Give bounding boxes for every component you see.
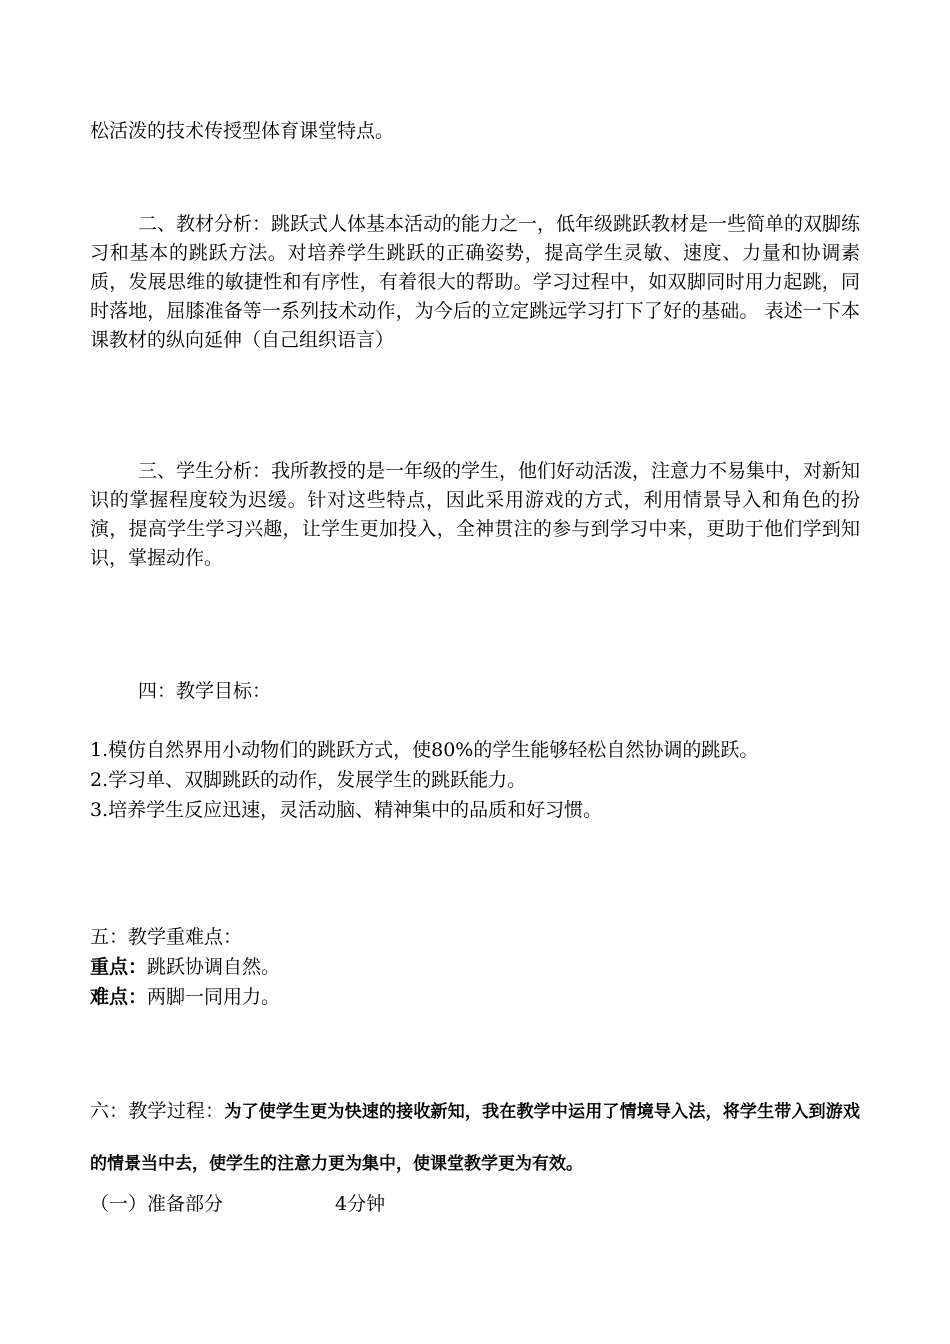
- teaching-process-text: 为了使学生更为快速的接收新知，我在教学中运用了情境导入法，将学生带入到游戏的情景当中去，使学生的注意力更为集中，使课堂教学更为有效。: [90, 1102, 860, 1174]
- section-teaching-goals-heading: 四：教学目标：: [138, 680, 272, 702]
- difficulty-label: 难点：: [90, 986, 148, 1008]
- teaching-goal-item-3: 3.培养学生反应迅速，灵活动脑、精神集中的品质和好习惯。: [90, 799, 603, 821]
- difficulty-row: [90, 983, 870, 1012]
- preparation-part-label: （一）准备部分: [90, 1193, 224, 1215]
- teaching-process-heading: 六：教学过程：: [90, 1100, 225, 1122]
- teaching-goal-item-2: 2.学习单、双脚跳跃的动作，发展学生的跳跃能力。: [90, 769, 527, 791]
- key-point-label: 重点：: [90, 956, 148, 978]
- section-key-points-heading: 五：教学重难点：: [90, 926, 243, 948]
- section-textbook-analysis: 二、教材分析：跳跃式人体基本活动的能力之一，低年级跳跃教材是一些简单的双脚练习和基本的跳跃方法。对培养学生跳跃的正确姿势，提高学生灵敏、速度、力量和协调素质，发展思维的敏捷性和有序性，有着很大的帮助。学习过程中，如双脚同时用力起跳，同时落地，屈膝准备等一系列技术动作，为今后的立定跳远学习打下了好的基础。 表述一下本课教材的纵向延伸（自己组织语言）: [90, 213, 861, 351]
- difficulty-text: 两脚一同用力。: [147, 986, 281, 1008]
- section-teaching-process: [90, 1085, 860, 1190]
- key-point-row: [90, 953, 870, 982]
- preparation-part-time: 4分钟: [335, 1193, 386, 1215]
- intro-tail-paragraph: 松活泼的技术传授型体育课堂特点。: [90, 120, 395, 142]
- key-point-text: 跳跃协调自然。: [147, 956, 281, 978]
- teaching-goal-item-1: 1.模仿自然界用小动物们的跳跃方式，使80%的学生能够轻松自然协调的跳跃。: [90, 739, 759, 761]
- section-student-analysis: 三、学生分析：我所教授的是一年级的学生，他们好动活泼，注意力不易集中，对新知识的掌握程度较为迟缓。针对这些特点，因此采用游戏的方式，利用情景导入和角色的扮演，提高学生学习兴趣，让学生更加投入，全神贯注的参与到学习中来，更助于他们学到知识，掌握动作。: [90, 460, 861, 569]
